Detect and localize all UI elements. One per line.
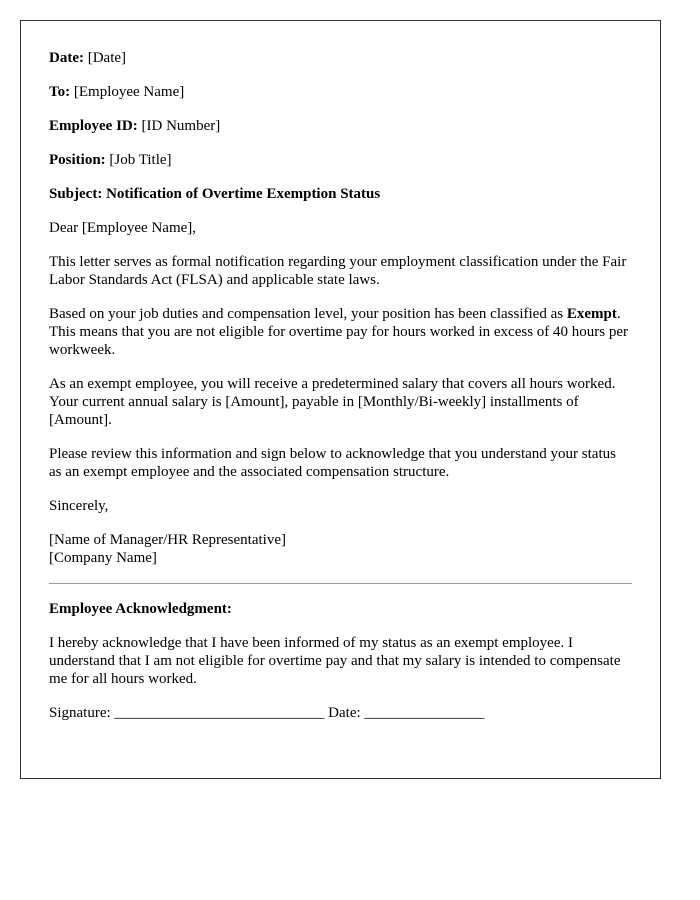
signature-label: Signature:	[49, 705, 111, 721]
date-line	[49, 49, 632, 67]
acknowledgment-title: Employee Acknowledgment:	[49, 601, 232, 617]
exempt-term: Exempt	[566, 306, 617, 322]
employee-id-label: Employee ID:	[49, 118, 138, 134]
paragraph-text: . This means that you are not eligible for overtime pay for hours worked in excess of 40 hours per workweek.	[49, 306, 629, 358]
paragraph-exempt	[49, 305, 632, 359]
salutation: Dear [Employee Name],	[49, 220, 197, 236]
acknowledgment-title-line	[49, 600, 632, 618]
acknowledgment-text: I hereby acknowledge that I have been informed of my status as an exempt employee. I understand that I am not eligible for overtime pay and that my salary is intended to compensate me for all hours worked.	[49, 635, 621, 687]
paragraph-classification: This letter serves as formal notification regarding your employment classification under the Fair Labor Standards Act (FLSA) and applicable state laws.	[49, 254, 627, 288]
letter	[20, 20, 661, 779]
to-value: [Employee Name]	[73, 84, 185, 100]
company-name: [Company Name]	[49, 550, 157, 566]
signature-line	[49, 704, 632, 722]
signature-field[interactable]: ____________________________	[114, 705, 325, 721]
signer-name: [Name of Manager/HR Representative]	[49, 532, 286, 548]
date-label: Date:	[49, 50, 84, 66]
date-value: [Date]	[87, 50, 127, 66]
paragraph-text: Based on your job duties and compensation level, your position has been classified as	[49, 306, 564, 322]
position-label: Position:	[49, 152, 106, 168]
signature-block	[49, 531, 632, 567]
position-value: [Job Title]	[109, 152, 172, 168]
divider	[49, 583, 632, 584]
position-line	[49, 151, 632, 169]
to-line	[49, 83, 632, 101]
subject: Subject: Notification of Overtime Exemption Status	[49, 186, 381, 202]
ack-date-label: Date:	[328, 705, 361, 721]
closing: Sincerely,	[49, 498, 109, 514]
paragraph-salary: As an exempt employee, you will receive a predetermined salary that covers all hours worked. Your current annual salary is [Amount], payable in [Monthly/Bi-weekly] installments of [Amount].	[49, 376, 616, 428]
subject-line	[49, 185, 632, 203]
employee-id-line	[49, 117, 632, 135]
paragraph-review: Please review this information and sign below to acknowledge that you understand your status as an exempt employee and the associated compensation structure.	[49, 446, 616, 480]
to-label: To:	[49, 84, 71, 100]
employee-id-value: [ID Number]	[141, 118, 221, 134]
ack-date-field[interactable]: ________________	[364, 705, 485, 721]
